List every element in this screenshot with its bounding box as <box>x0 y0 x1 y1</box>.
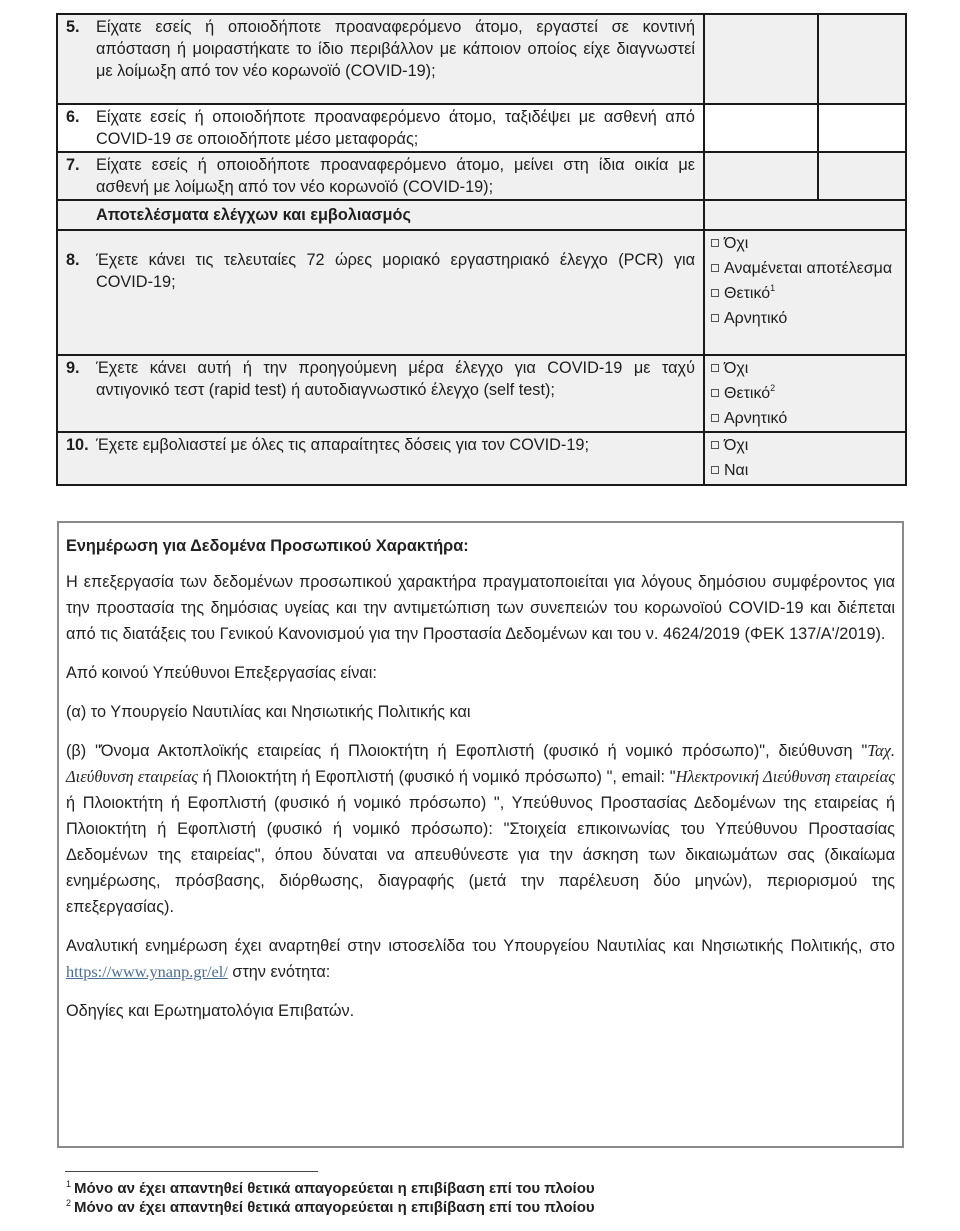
question-number: 7. <box>66 156 80 174</box>
option-no[interactable]: Όχι <box>711 433 899 458</box>
question-row-9 <box>57 355 906 432</box>
privacy-paragraph-website: Αναλυτική ενημέρωση έχει αναρτηθεί στην ιστοσελίδα του Υπουργείου Ναυτιλίας και Νησιωτικής Πολιτικής, στο https://www.ynanp.gr/el/ στην ενότητα: <box>66 937 895 981</box>
checkbox-icon[interactable] <box>711 441 719 449</box>
question-number: 8. <box>66 251 80 269</box>
question-text: Είχατε εσείς ή οποιοδήποτε προαναφερόμενο άτομο, μείνει στη ίδια οικία με ασθενή με λοίμωξη από τον νέο κορωνοϊό (COVID-19); <box>96 156 695 196</box>
option-positive[interactable]: Θετικό$^2$ <box>711 381 899 406</box>
question-text: Έχετε εμβολιαστεί με όλες τις απαραίτητες δόσεις για τον COVID-19; <box>96 436 589 454</box>
answer-yes-cell[interactable] <box>704 14 818 104</box>
checkbox-icon[interactable] <box>711 364 719 372</box>
question-cell <box>57 104 704 152</box>
options-cell <box>704 432 906 485</box>
option-pending[interactable]: Αναμένεται αποτέλεσμα <box>711 256 899 281</box>
answer-yes-cell[interactable] <box>704 152 818 200</box>
question-text: Είχατε εσείς ή οποιοδήποτε προαναφερόμενο άτομο, εργαστεί σε κοντινή απόσταση ή μοιραστήκατε το ίδιο περιβάλλον με κάποιον οποίος είχε διαγνωστεί με λοίμωξη από τον νέο κορωνοϊό (COVID-19); <box>96 18 695 80</box>
company-address-placeholder: Ταχ. Διεύθυνση εταιρείας <box>66 741 895 786</box>
question-cell <box>57 14 704 104</box>
answer-no-cell[interactable] <box>818 14 906 104</box>
footnote-2: $^2$ Μόνο αν έχει απαντηθεί θετικά απαγορεύεται η επιβίβαση επί του πλοίου <box>66 1198 595 1216</box>
checkbox-icon[interactable] <box>711 414 719 422</box>
question-row-7 <box>57 152 906 200</box>
company-email-placeholder: Ηλεκτρονική Διεύθυνση εταιρείας <box>675 767 895 786</box>
questionnaire-table <box>56 13 907 486</box>
options-cell <box>704 355 906 432</box>
question-row-5 <box>57 14 906 104</box>
checkbox-icon[interactable] <box>711 264 719 272</box>
question-text: Είχατε εσείς ή οποιοδήποτε προαναφερόμενο άτομο, ταξιδέψει με ασθενή από COVID-19 σε οποιοδήποτε μέσο μεταφοράς; <box>96 108 695 148</box>
footnote-ref: 2 <box>770 383 776 393</box>
question-row-10 <box>57 432 906 485</box>
footnote-ref: 1 <box>770 283 776 293</box>
question-text: Έχετε κάνει αυτή ή την προηγούμενη μέρα έλεγχο για COVID-19 με ταχύ αντιγονικό τεστ (rapid test) ή αυτοδιαγνωστικό έλεγχο (self test); <box>96 359 695 399</box>
answer-no-cell[interactable] <box>818 152 906 200</box>
option-positive[interactable]: Θετικό$^1$ <box>711 281 899 306</box>
checkbox-icon[interactable] <box>711 466 719 474</box>
question-row-8 <box>57 230 906 355</box>
privacy-notice-box <box>57 521 904 1148</box>
checkbox-icon[interactable] <box>711 389 719 397</box>
option-negative[interactable]: Αρνητικό <box>711 406 899 431</box>
section-header-row <box>57 200 906 230</box>
privacy-paragraph-processing: Η επεξεργασία των δεδομένων προσωπικού χαρακτήρα πραγματοποιείται για λόγους δημόσιου συμφέροντος για την προστασία της δημόσιας υγείας και την αντιμετώπιση των συνεπειών του κορωνοϊού COVID-19 και διέπεται από τις διατάξεις του Γενικού Κανονισμού για την Προστασία Δεδομένων και του ν. 4624/2019 (ΦΕΚ 137/Α'/2019). <box>66 573 895 643</box>
ministry-website-link[interactable]: https://www.ynanp.gr/el/ <box>66 962 228 981</box>
question-number: 10. <box>66 436 89 454</box>
options-cell <box>704 230 906 355</box>
privacy-paragraph-section: Οδηγίες και Ερωτηματολόγια Επιβατών. <box>66 1002 355 1020</box>
answer-yes-cell[interactable] <box>704 104 818 152</box>
question-cell <box>57 355 704 432</box>
privacy-title: Ενημέρωση για Δεδομένα Προσωπικού Χαρακτήρα: <box>66 537 469 555</box>
privacy-paragraph-controllers: Από κοινού Υπεύθυνοι Επεξεργασίας είναι: <box>66 664 377 682</box>
checkbox-icon[interactable] <box>711 239 719 247</box>
question-number: 5. <box>66 18 80 36</box>
checkbox-icon[interactable] <box>711 289 719 297</box>
option-negative[interactable]: Αρνητικό <box>711 306 899 331</box>
question-cell <box>57 152 704 200</box>
footnotes <box>66 1179 595 1217</box>
footnote-divider <box>65 1171 318 1172</box>
question-cell <box>57 432 704 485</box>
privacy-paragraph-company: (β) "Όνομα Ακτοπλοϊκής εταιρείας ή Πλοιοκτήτη ή Εφοπλιστή (φυσικό ή νομικό πρόσωπο)", διεύθυνση "Ταχ. Διεύθυνση εταιρείας ή Πλοιοκτήτη ή Εφοπλιστή (φυσικό ή νομικό πρόσωπο) ", email: "Ηλεκτρονική Διεύθυνση εταιρείας ή Πλοιοκτήτη ή Εφοπλιστή (φυσικό ή νομικό πρόσωπο) ", Υπεύθυνος Προστασίας Δεδομένων της εταιρείας ή Πλοιοκτήτη ή Εφοπλιστή (φυσικό ή νομικό πρόσωπο): "Στοιχεία επικοινωνίας του Υπεύθυνου Προστασίας Δεδομένων της εταιρείας", όπου δύναται να απευθύνεστε για την άσκηση των δικαιωμάτων σας (δικαίωμα ενημέρωσης, πρόσβασης, διόρθωσης, διαγραφής (μετά την παρέλευση δύο μηνών), περιορισμού της επεξεργασίας). <box>66 741 895 916</box>
question-row-6 <box>57 104 906 152</box>
option-yes[interactable]: Ναι <box>711 458 899 483</box>
section-header: Αποτελέσματα ελέγχων και εμβολιασμός <box>57 200 704 230</box>
privacy-paragraph-ministry: (α) το Υπουργείο Ναυτιλίας και Νησιωτικής Πολιτικής και <box>66 703 471 721</box>
question-text: Έχετε κάνει τις τελευταίες 72 ώρες μοριακό εργαστηριακό έλεγχο (PCR) για COVID-19; <box>96 251 695 291</box>
footnote-1: $^1$ Μόνο αν έχει απαντηθεί θετικά απαγορεύεται η επιβίβαση επί του πλοίου <box>66 1179 595 1197</box>
option-no[interactable]: Όχι <box>711 231 899 256</box>
question-cell <box>57 230 704 355</box>
answer-no-cell[interactable] <box>818 104 906 152</box>
checkbox-icon[interactable] <box>711 314 719 322</box>
question-number: 9. <box>66 359 80 377</box>
option-no[interactable]: Όχι <box>711 356 899 381</box>
section-header-blank <box>704 200 906 230</box>
question-number: 6. <box>66 108 80 126</box>
